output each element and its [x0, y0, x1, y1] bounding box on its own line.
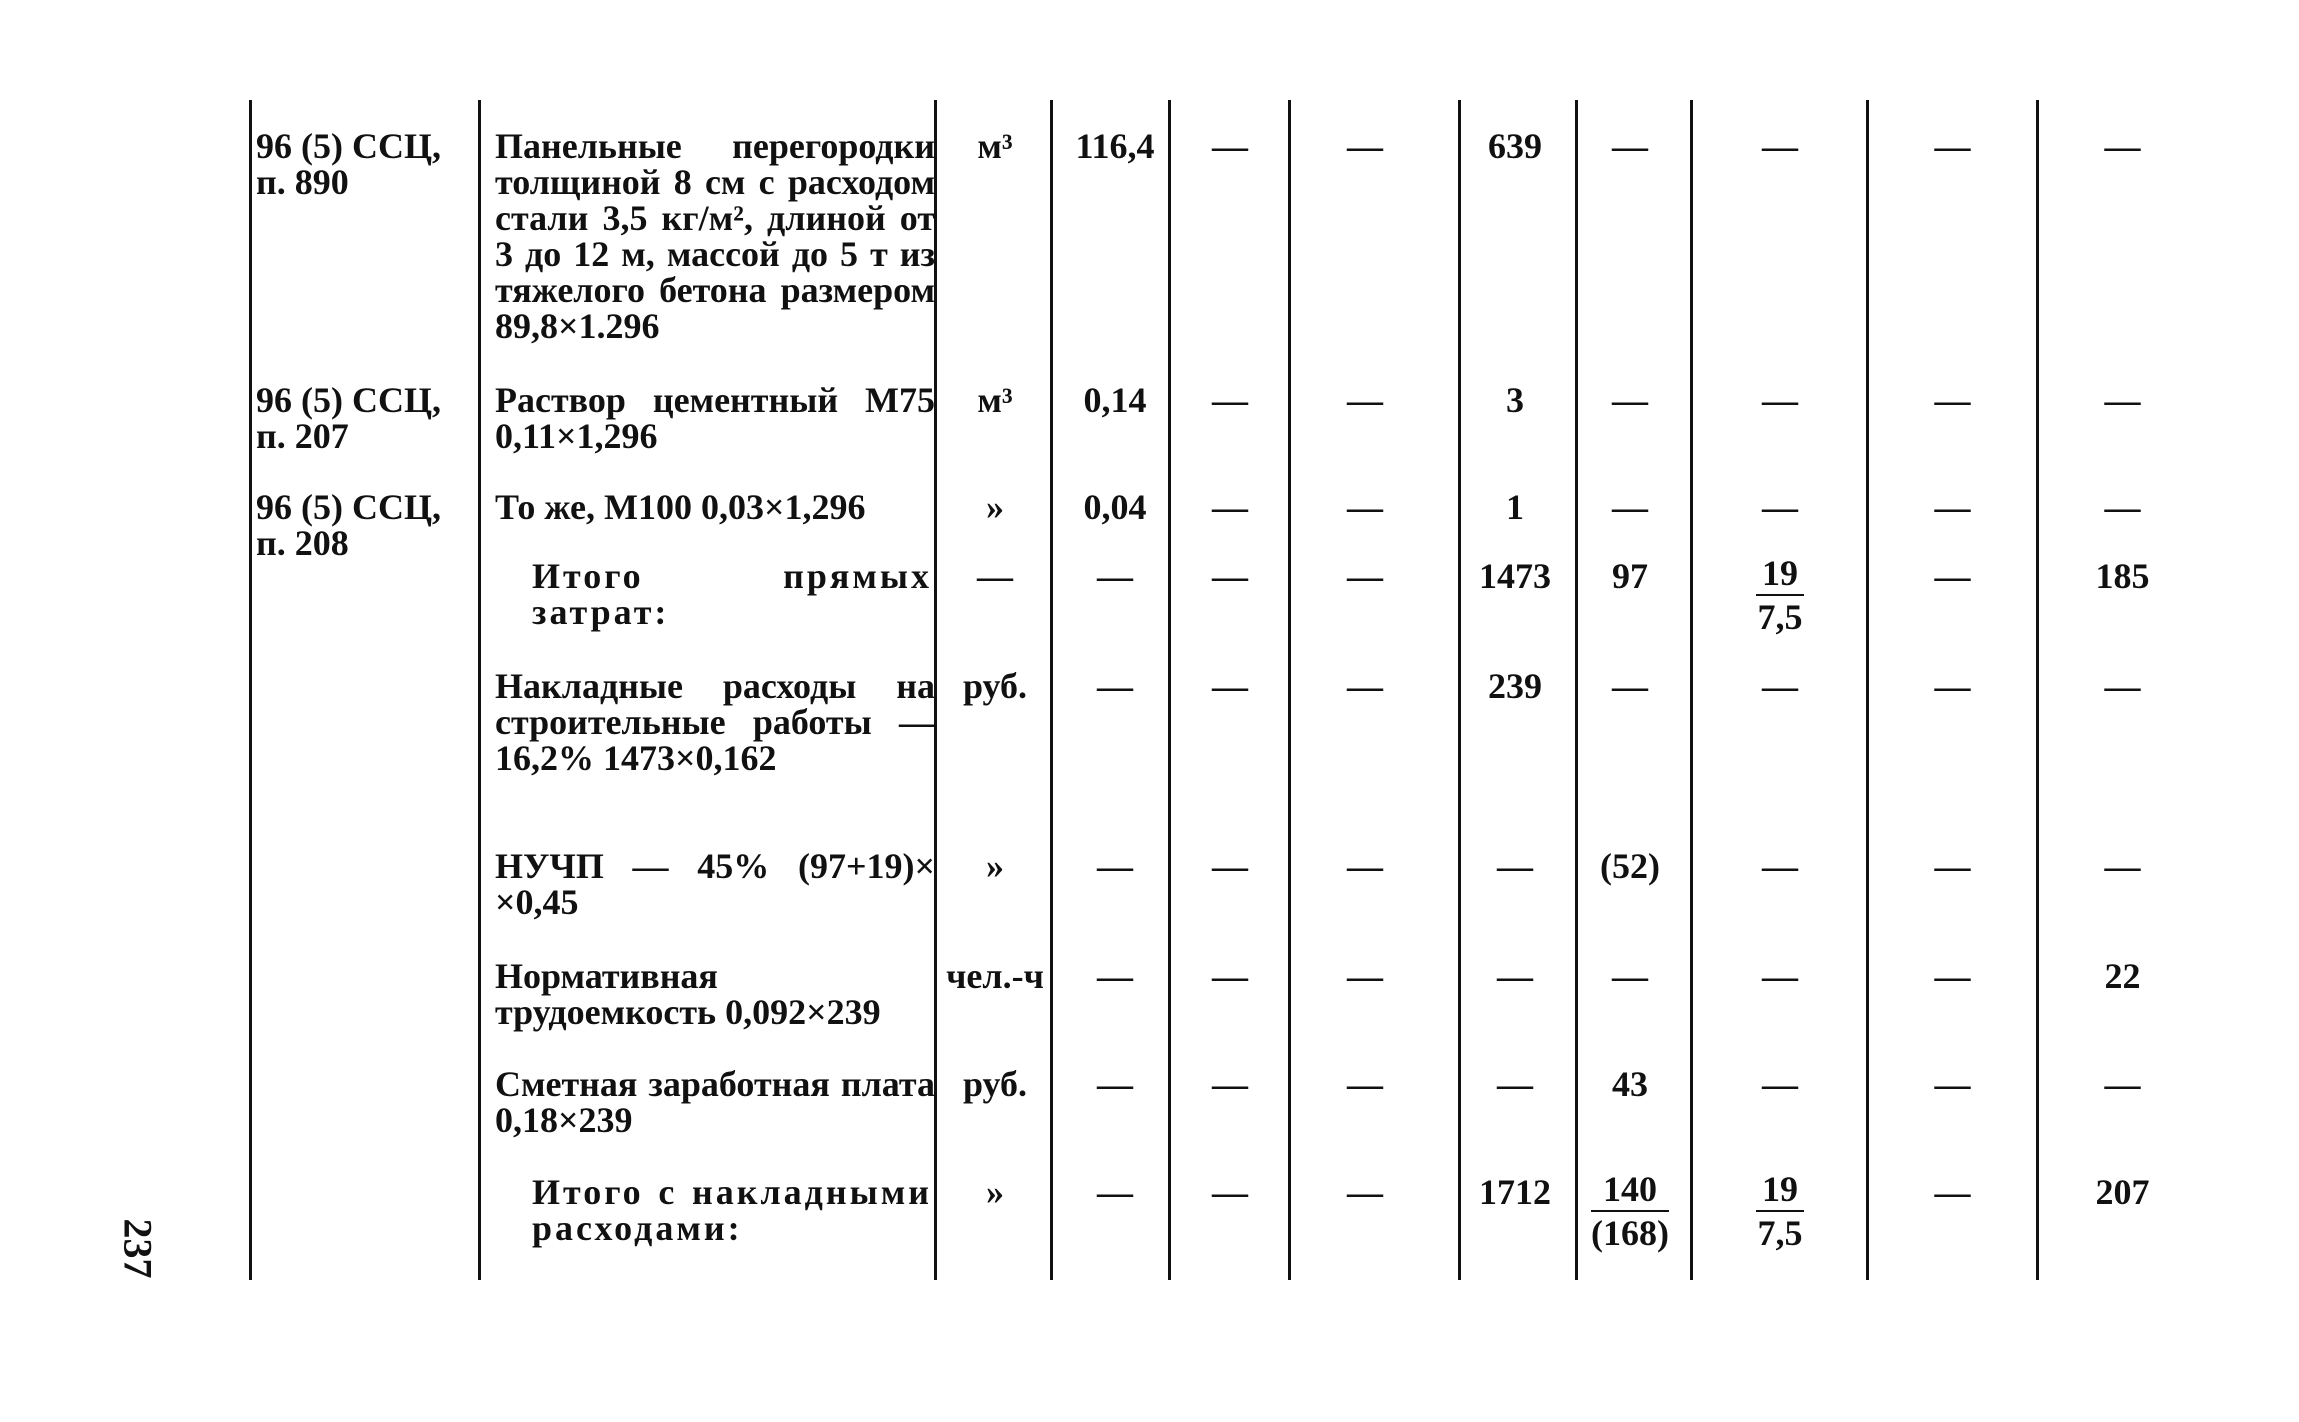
- value-cell: 1: [1506, 487, 1524, 527]
- value-cell: —: [1762, 380, 1798, 420]
- value-cell: —: [1612, 956, 1648, 996]
- value-cell: —: [1934, 846, 1971, 886]
- description-cell: Панельные перегородки толщиной 8 см с расходом стали 3,5 кг/м², длиной от 3 до 12 м, массой до 5 т из тяжелого бетона размером 89,8×1.296: [495, 126, 935, 346]
- column-rule: [249, 100, 252, 1280]
- value-cell: —: [1934, 556, 1971, 596]
- code-cell: 96 (5) ССЦ, п. 208: [256, 487, 441, 563]
- unit-cell: м³: [977, 126, 1013, 166]
- fraction-denominator: (168): [1591, 1213, 1669, 1253]
- value-cell: —: [1934, 666, 1971, 706]
- value-cell: —: [1497, 1064, 1533, 1104]
- description-cell: Сметная заработная плата 0,18×239: [495, 1064, 935, 1140]
- value-cell: —: [1497, 846, 1533, 886]
- value-cell: —: [1934, 1064, 1971, 1104]
- fraction-denominator: 7,5: [1757, 1213, 1803, 1253]
- column-rule: [2036, 100, 2039, 1280]
- unit-cell: руб.: [962, 1064, 1028, 1104]
- description-cell: То же, М100 0,03×1,296: [495, 487, 866, 527]
- unit-cell: »: [986, 1172, 1004, 1212]
- value-cell: 22: [2104, 956, 2141, 996]
- value-cell: —: [1347, 666, 1383, 706]
- value-cell: —: [1762, 1064, 1798, 1104]
- unit-cell: чел.-ч: [946, 956, 1044, 996]
- value-cell: —: [1097, 846, 1133, 886]
- value-cell: —: [1934, 1172, 1971, 1212]
- value-cell: —: [1347, 380, 1383, 420]
- column-rule: [1690, 100, 1693, 1280]
- fraction-numerator: 140: [1591, 1168, 1669, 1212]
- subtotal-label: Итого прямых затрат:: [532, 556, 932, 632]
- column-rule: [1050, 100, 1053, 1280]
- value-cell: —: [1762, 487, 1798, 527]
- unit-cell: руб.: [962, 666, 1028, 706]
- column-rule: [478, 100, 481, 1280]
- value-cell: 3: [1506, 380, 1524, 420]
- page-number: 237: [115, 1218, 161, 1279]
- value-cell: —: [2104, 666, 2141, 706]
- value-cell: —: [1347, 1064, 1383, 1104]
- value-cell: —: [1097, 1064, 1133, 1104]
- description-cell: Накладные расходы на строительные работы — 16,2% 1473×0,162: [495, 666, 935, 778]
- value-cell: —: [1212, 956, 1248, 996]
- value-cell: —: [2104, 380, 2141, 420]
- value-cell: —: [1097, 666, 1133, 706]
- value-cell: 1712: [1479, 1172, 1551, 1212]
- value-cell: —: [1347, 1172, 1383, 1212]
- value-cell: 116,4: [1075, 126, 1155, 166]
- value-cell: —: [1612, 666, 1648, 706]
- value-cell: —: [1347, 846, 1383, 886]
- fraction-numerator: 19: [1756, 1168, 1804, 1212]
- value-cell: —: [1212, 1064, 1248, 1104]
- value-cell: 0,04: [1083, 487, 1147, 527]
- value-cell: —: [1934, 126, 1971, 166]
- value-cell: —: [1934, 380, 1971, 420]
- value-cell: —: [1212, 846, 1248, 886]
- fraction-numerator: 19: [1756, 552, 1804, 596]
- value-cell: —: [1497, 956, 1533, 996]
- value-cell: (52): [1600, 846, 1660, 886]
- value-cell: 185: [2095, 556, 2150, 596]
- unit-cell: »: [986, 487, 1004, 527]
- value-cell: —: [1212, 1172, 1248, 1212]
- description-cell: Нормативная трудоемкость 0,092×239: [495, 956, 881, 1032]
- value-cell: —: [1097, 556, 1133, 596]
- value-cell: —: [1762, 126, 1798, 166]
- value-cell: —: [2104, 487, 2141, 527]
- code-cell: 96 (5) ССЦ, п. 890: [256, 126, 441, 202]
- description-cell: Раствор цементный М75 0,11×1,296: [495, 380, 935, 456]
- value-cell: —: [1347, 556, 1383, 596]
- value-cell: —: [1347, 126, 1383, 166]
- value-cell: —: [1347, 487, 1383, 527]
- value-cell: —: [1347, 956, 1383, 996]
- value-cell: —: [1612, 380, 1648, 420]
- fraction-cell: [1575, 1168, 1685, 1254]
- value-cell: 97: [1612, 556, 1648, 596]
- value-cell: 207: [2095, 1172, 2150, 1212]
- column-rule: [1866, 100, 1869, 1280]
- description-cell: НУЧП — 45% (97+19)× ×0,45: [495, 846, 935, 922]
- value-cell: —: [1934, 487, 1971, 527]
- value-cell: —: [1212, 126, 1248, 166]
- fraction-denominator: 7,5: [1757, 597, 1803, 637]
- value-cell: —: [2104, 846, 2141, 886]
- value-cell: —: [2104, 1064, 2141, 1104]
- value-cell: —: [1212, 666, 1248, 706]
- value-cell: —: [1212, 380, 1248, 420]
- unit-cell: »: [986, 846, 1004, 886]
- value-cell: 639: [1488, 126, 1542, 166]
- unit-cell: —: [977, 556, 1013, 596]
- value-cell: —: [1212, 487, 1248, 527]
- value-cell: 43: [1612, 1064, 1648, 1104]
- value-cell: —: [1934, 956, 1971, 996]
- value-cell: —: [2104, 126, 2141, 166]
- value-cell: —: [1612, 126, 1648, 166]
- value-cell: 239: [1488, 666, 1542, 706]
- value-cell: —: [1212, 556, 1248, 596]
- total-label: Итого с накладными расходами:: [532, 1172, 932, 1248]
- value-cell: —: [1762, 846, 1798, 886]
- unit-cell: м³: [977, 380, 1013, 420]
- value-cell: —: [1762, 666, 1798, 706]
- value-cell: —: [1097, 956, 1133, 996]
- fraction-cell: [1695, 1168, 1865, 1254]
- value-cell: —: [1097, 1172, 1133, 1212]
- value-cell: 1473: [1479, 556, 1551, 596]
- code-cell: 96 (5) ССЦ, п. 207: [256, 380, 441, 456]
- fraction-cell: [1695, 552, 1865, 638]
- value-cell: —: [1612, 487, 1648, 527]
- value-cell: 0,14: [1083, 380, 1147, 420]
- value-cell: —: [1762, 956, 1798, 996]
